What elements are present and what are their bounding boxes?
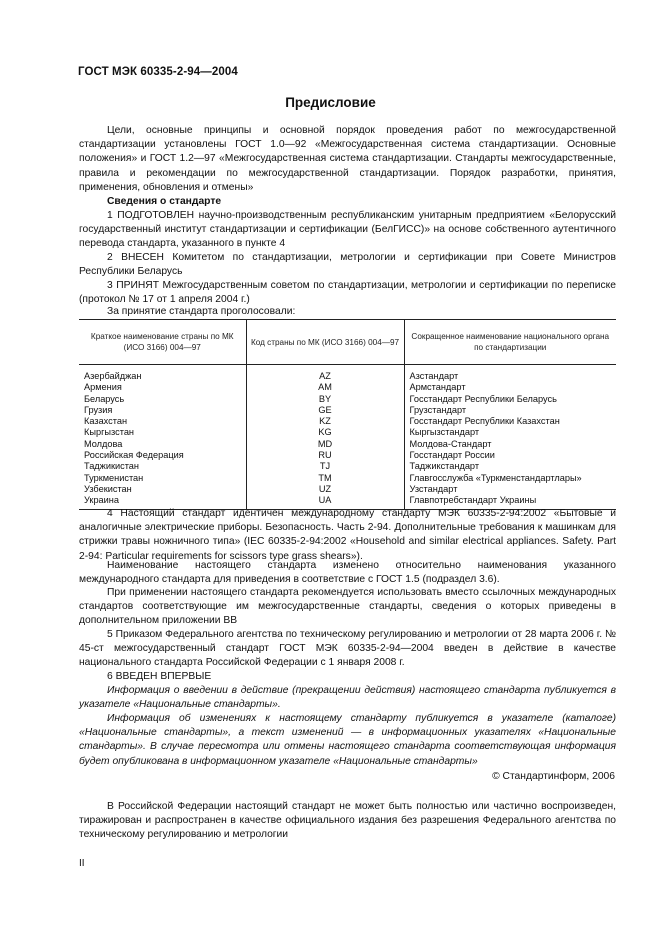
row-country: Казахстан xyxy=(84,416,128,427)
row-code: AZ xyxy=(246,365,404,383)
table-row xyxy=(79,484,616,495)
footer-notice: В Российской Федерации настоящий стандарт не может быть полностью или частично воспроизведен, тиражирован и распространен в качестве официального издания без разрешения Федерального агентства по техническому регулированию и метрологии xyxy=(79,801,616,841)
row-body: Главпотребстандарт Украины xyxy=(404,495,616,509)
row-country: Молдова xyxy=(84,438,123,449)
row-body: Таджикстандарт xyxy=(404,461,616,472)
italic-info-2: Информация об изменениях к настоящему стандарту публикуется в указателе (каталоге) «Национальные стандарты», а текст изменений — в информационных указателях «Национальные стандарты». В случае пересмотра или отмены настоящего стандарта соответствующая информация будет опубликована в информационном указателе «Национальные стандарты» xyxy=(79,713,616,767)
row-country: Кыргызстан xyxy=(84,427,135,438)
voting-table xyxy=(79,319,616,510)
row-code: AM xyxy=(246,382,404,393)
voted-label: За принятие стандарта проголосовали: xyxy=(107,306,296,317)
row-code: UZ xyxy=(246,484,404,495)
table-row xyxy=(79,450,616,461)
table-header-row xyxy=(79,320,616,365)
row-body: Армстандарт xyxy=(404,382,616,393)
row-body: Узстандарт xyxy=(404,484,616,495)
item-4-references: При применении настоящего стандарта рекомендуется использовать вместо ссылочных международных стандартов соответствующие им межгосударственные стандарты, сведения о которых приведены в дополнительном приложении ВВ xyxy=(79,587,616,627)
page-number: II xyxy=(79,858,85,869)
item-4: 4 Настоящий стандарт идентичен международному стандарту МЭК 60335-2-94:2002 «Бытовые и аналогичные электрические приборы. Безопасность. Часть 2-94. Дополнительные требования к машинкам для стрижки травы ножничного типа» (IEC 60335-2-94:2002 «Household and similar electrical appliances. Safety. Part 2-94: Particular requirements for scissors type grass shears»). xyxy=(79,508,616,562)
table-row xyxy=(79,382,616,393)
row-country: Российская Федерация xyxy=(84,450,184,461)
row-country: Армения xyxy=(84,382,122,393)
info-heading: Сведения о стандарте xyxy=(107,196,222,207)
table-row xyxy=(79,365,616,383)
header-country: Краткое наименование страны по МК (ИСО 3166) 004—97 xyxy=(79,320,246,365)
header-body: Сокращенное наименование национального органа по стандартизации xyxy=(404,320,616,365)
item-4-rename: Наименование настоящего стандарта изменено относительно наименования указанного международного стандарта для приведения в соответствие с ГОСТ 1.5 (подраздел 3.6). xyxy=(79,560,616,586)
row-country: Беларусь xyxy=(84,393,125,404)
row-body: Госстандарт Республики Казахстан xyxy=(404,416,616,427)
table-row xyxy=(79,439,616,450)
item-2: 2 ВНЕСЕН Комитетом по стандартизации, метрологии и сертификации при Совете Министров Республики Беларусь xyxy=(79,252,616,278)
standard-header: ГОСТ МЭК 60335-2-94—2004 xyxy=(78,66,238,78)
row-code: GE xyxy=(246,405,404,416)
table-row xyxy=(79,427,616,438)
row-code: KZ xyxy=(246,416,404,427)
row-code: TJ xyxy=(246,461,404,472)
table-row xyxy=(79,394,616,405)
row-code: RU xyxy=(246,450,404,461)
row-code: TM xyxy=(246,473,404,484)
row-country: Грузия xyxy=(84,404,113,415)
row-code: KG xyxy=(246,427,404,438)
row-body: Госстандарт Республики Беларусь xyxy=(404,394,616,405)
row-country: Узбекистан xyxy=(84,483,132,494)
row-body: Молдова-Стандарт xyxy=(404,439,616,450)
item-6: 6 ВВЕДЕН ВПЕРВЫЕ xyxy=(107,671,212,682)
row-body: Кыргызстандарт xyxy=(404,427,616,438)
item-3: 3 ПРИНЯТ Межгосударственным советом по стандартизации, метрологии и сертификации по переписке (протокол № 17 от 1 апреля 2004 г.) xyxy=(79,280,616,306)
row-country: Украина xyxy=(79,495,246,509)
item-1: 1 ПОДГОТОВЛЕН научно-производственным республиканским унитарным предприятием «Белорусский государственный институт стандартизации и сертификации (БелГИСС)» на основе собственного аутентичного перевода стандарта, указанного в пункте 4 xyxy=(79,210,616,250)
table-row xyxy=(79,473,616,484)
row-country: Таджикистан xyxy=(84,461,139,472)
row-code: BY xyxy=(246,394,404,405)
italic-info-1: Информация о введении в действие (прекращении действия) настоящего стандарта публикуется в указателе «Национальные стандарты». xyxy=(79,685,616,711)
intro-paragraph: Цели, основные принципы и основной порядок проведения работ по межгосударственной стандартизации установлены ГОСТ 1.0—92 «Межгосударственная система стандартизации. Основные положения» и ГОСТ 1.2—97 «Межгосударственная система стандартизации. Стандарты межгосударственные, правила и рекомендации по межгосударственной стандартизации. Порядок разработки, принятия, применения, обновления и отмены» xyxy=(79,125,616,193)
copyright: © Стандартинформ, 2006 xyxy=(492,771,615,782)
table-row xyxy=(79,461,616,472)
table-row xyxy=(79,405,616,416)
table-row xyxy=(79,416,616,427)
row-body: Азстандарт xyxy=(404,365,616,383)
item-5: 5 Приказом Федерального агентства по техническому регулированию и метрологии от 28 марта 2006 г. № 45-ст межгосударственный стандарт ГОСТ МЭК 60335-2-94—2004 введен в действие в качестве национального стандарта Российской Федерации с 1 января 2008 г. xyxy=(79,629,616,669)
row-country: Туркменистан xyxy=(84,472,144,483)
header-code: Код страны по МК (ИСО 3166) 004—97 xyxy=(246,320,404,365)
row-body: Грузстандарт xyxy=(404,405,616,416)
row-body: Главгосслужба «Туркменстандартлары» xyxy=(404,473,616,484)
row-country: Азербайджан xyxy=(84,371,142,381)
page-title: Предисловие xyxy=(285,95,376,110)
row-body: Госстандарт России xyxy=(404,450,616,461)
row-code: MD xyxy=(246,439,404,450)
row-code: UA xyxy=(246,495,404,509)
